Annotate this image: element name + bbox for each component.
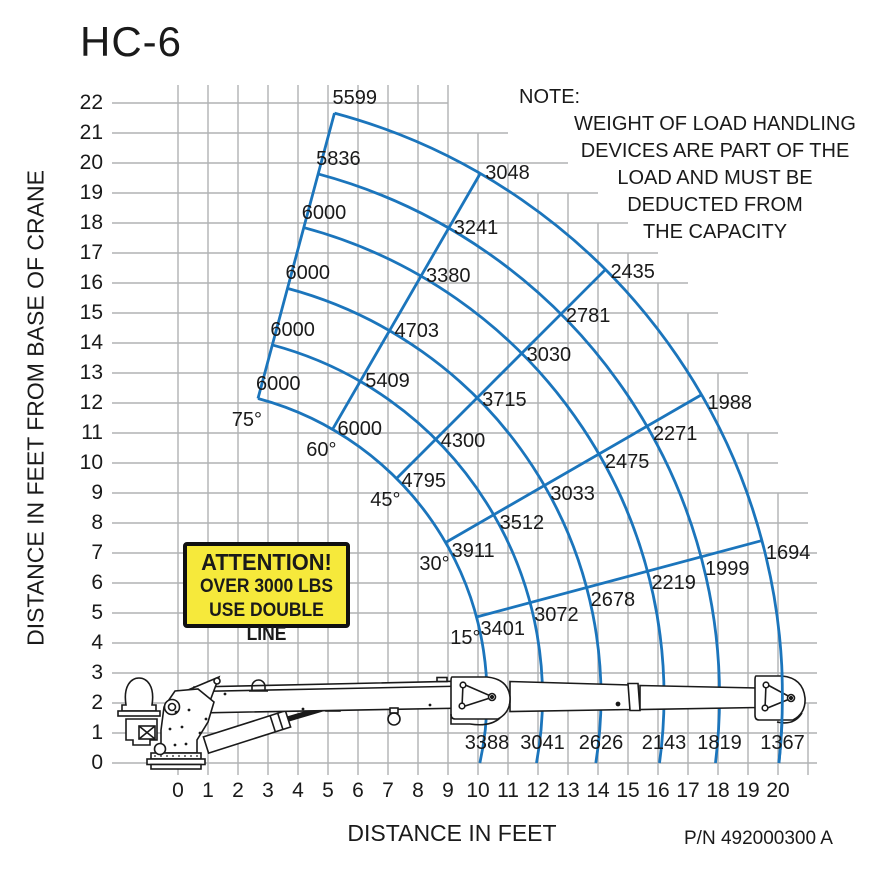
x-tick-label: 6 [352,779,364,802]
capacity-label: 3380 [426,265,471,288]
page-title: HC-6 [80,18,183,65]
capacity-label-horizontal: 1367 [760,732,805,754]
capacity-label: 6000 [301,201,347,224]
x-tick-label: 7 [382,779,394,802]
capacity-label: 1988 [707,391,752,414]
y-axis-title: DISTANCE IN FEET FROM BASE OF CRANE [22,170,49,646]
x-tick-label: 11 [497,779,519,802]
x-axis-title: DISTANCE IN FEET [347,820,557,846]
y-tick-label: 21 [79,121,103,144]
attention-line: USE DOUBLE LINE [209,600,324,645]
capacity-label: 5409 [365,370,410,393]
note-line: THE CAPACITY [642,221,788,243]
y-tick-label: 11 [81,421,103,444]
y-tick-label: 18 [79,211,103,234]
capacity-label: 3030 [526,344,572,367]
capacity-label: 4300 [440,430,486,453]
x-tick-label: 19 [736,779,760,802]
x-tick-label: 16 [646,779,670,802]
capacity-label: 6000 [255,372,301,395]
capacity-label: 6000 [270,318,315,341]
y-tick-label: 12 [79,391,103,414]
capacity-label-horizontal: 1819 [697,732,742,754]
capacity-label: 3512 [499,511,545,534]
x-tick-label: 2 [232,779,244,802]
capacity-label: 2475 [604,451,650,473]
x-tick-label: 3 [262,779,274,802]
y-tick-label: 22 [79,91,103,114]
y-tick-label: 0 [91,751,103,774]
y-tick-label: 7 [91,541,103,564]
x-tick-label: 0 [172,779,184,802]
note-line: WEIGHT OF LOAD HANDLING [574,113,856,135]
note-heading: NOTE: [519,86,581,108]
crane-illustration [118,676,805,769]
note-block [519,84,877,246]
x-tick-label: 14 [586,779,610,802]
capacity-label-horizontal: 3388 [464,732,510,754]
boom-angle-label: 45° [370,488,401,511]
boom-angle-label: 75° [231,408,262,431]
y-tick-label: 14 [79,331,103,354]
boom-angle-line [396,270,605,479]
capacity-label: 4795 [401,469,446,492]
boom-angle-label: 15° [450,627,481,650]
capacity-label: 2435 [610,260,655,283]
x-tick-label: 8 [412,779,424,802]
y-tick-label: 2 [91,691,103,714]
attention-box [183,542,350,645]
x-tick-label: 9 [442,779,454,802]
y-tick-label: 13 [79,361,103,384]
x-tick-label: 5 [322,779,334,802]
y-tick-label: 15 [79,301,103,324]
y-tick-label: 10 [79,451,103,474]
y-tick-label: 4 [91,631,103,654]
x-tick-label: 20 [766,779,790,802]
capacity-label: 6000 [285,262,330,285]
capacity-label: 3911 [451,539,495,562]
x-tick-label: 15 [616,779,640,802]
y-tick-label: 5 [91,601,103,624]
capacity-label-horizontal: 2143 [641,732,687,754]
capacity-label: 2271 [652,423,698,446]
note-line: LOAD AND MUST BE [617,167,813,189]
boom-angle-label: 30° [419,552,450,575]
capacity-label: 1694 [765,541,811,564]
y-tick-label: 8 [91,511,103,534]
y-tick-label: 17 [79,241,103,264]
capacity-label: 4703 [394,319,439,342]
capacity-label-horizontal: 2626 [578,732,624,754]
x-tick-label: 13 [556,779,580,802]
capacity-label: 2219 [651,572,696,595]
capacity-label: 5836 [316,147,361,170]
part-number: P/N 492000300 A [684,828,833,849]
capacity-label: 3048 [485,162,530,185]
y-tick-label: 19 [79,181,103,204]
capacity-label: 5599 [332,87,377,110]
y-tick-label: 1 [91,721,103,744]
capacity-label: 3715 [482,388,527,411]
attention-line: OVER 3000 LBS [199,576,334,597]
capacity-label: 3241 [453,217,499,240]
x-tick-label: 18 [706,779,730,802]
x-tick-label: 17 [676,779,700,802]
capacity-label: 2678 [590,588,636,611]
x-tick-label: 1 [202,779,214,802]
y-tick-label: 6 [91,571,103,594]
y-tick-label: 20 [79,151,103,174]
capacity-label-horizontal: 3041 [520,732,565,754]
x-tick-label: 4 [292,779,304,802]
capacity-label: 1999 [705,557,750,580]
y-tick-label: 9 [91,481,103,504]
attention-title: ATTENTION! [201,549,332,575]
x-tick-label: 12 [526,779,550,802]
capacity-label: 3033 [550,482,595,505]
note-line: DEVICES ARE PART OF THE [580,140,850,162]
boom-angle-label: 60° [306,439,337,462]
capacity-label: 3401 [480,618,525,641]
extension-arc [318,174,719,763]
capacity-label: 2781 [565,305,611,328]
capacity-label: 3072 [534,603,579,626]
y-tick-label: 16 [79,271,103,294]
x-tick-label: 10 [466,779,490,802]
note-line: DEDUCTED FROM [627,194,803,216]
y-tick-label: 3 [91,661,103,684]
capacity-label: 6000 [337,418,382,441]
